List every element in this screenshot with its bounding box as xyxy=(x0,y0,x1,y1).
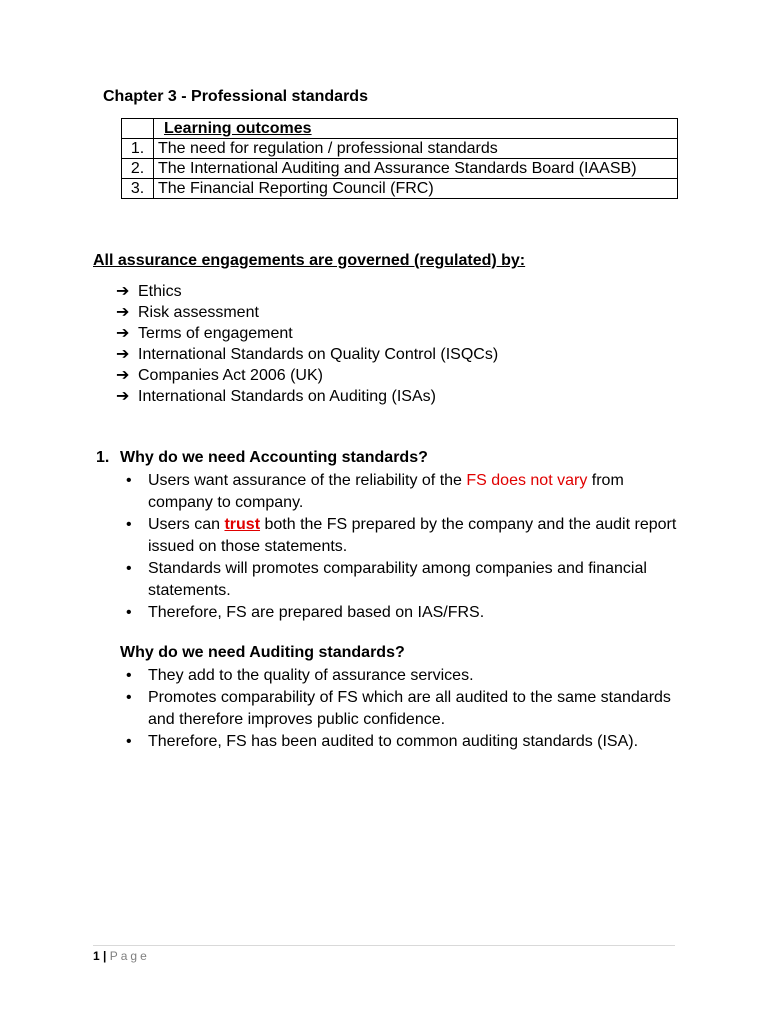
row-text: The need for regulation / professional standards xyxy=(154,139,678,159)
bullet-text-post: both the FS prepared by the company and the audit report issued on those statements. xyxy=(148,516,677,555)
bullet-icon: • xyxy=(126,733,132,750)
chapter-title: Chapter 3 - Professional standards xyxy=(103,88,368,105)
arrow-icon: ➔ xyxy=(116,346,130,363)
list-item-text: International Standards on Auditing (ISAs) xyxy=(138,388,436,405)
bullet-text-post: from company to company. xyxy=(148,472,624,511)
list-item xyxy=(116,302,498,323)
list-item xyxy=(120,470,680,514)
page-number: 1 xyxy=(93,949,100,963)
bullet-text: They add to the quality of assurance services. xyxy=(148,667,474,684)
list-item-text: Terms of engagement xyxy=(138,325,293,342)
auditing-question: Why do we need Auditing standards? xyxy=(120,644,405,661)
bullet-text: Therefore, FS are prepared based on IAS/FRS. xyxy=(148,604,485,621)
bullet-icon: • xyxy=(126,604,132,621)
list-item-text: Risk assessment xyxy=(138,304,259,321)
footer-separator: | xyxy=(103,949,107,963)
list-item xyxy=(120,602,680,624)
accounting-question-text: Why do we need Accounting standards? xyxy=(120,449,428,466)
bullet-icon: • xyxy=(126,472,132,489)
bullet-text-pre: Users want assurance of the reliability of the xyxy=(148,472,467,489)
arrow-icon: ➔ xyxy=(116,367,130,384)
row-number: 1. xyxy=(122,139,154,159)
learning-outcomes-header: Learning outcomes xyxy=(154,119,678,139)
bullet-icon: • xyxy=(126,560,132,577)
list-item xyxy=(120,687,680,731)
list-item-text: Companies Act 2006 (UK) xyxy=(138,367,323,384)
list-item-text: Ethics xyxy=(138,283,182,300)
row-number: 3. xyxy=(122,179,154,199)
bullet-icon: • xyxy=(126,689,132,706)
governed-heading: All assurance engagements are governed (regulated) by: xyxy=(93,252,526,269)
arrow-icon: ➔ xyxy=(116,325,130,342)
list-item xyxy=(116,365,498,386)
footer-divider xyxy=(93,945,675,946)
bullet-text: Promotes comparability of FS which are all audited to the same standards and therefore improves public confidence. xyxy=(148,689,671,728)
bullet-text-pre: Users can xyxy=(148,516,225,533)
auditing-bullets xyxy=(120,665,680,753)
row-text: The International Auditing and Assurance Standards Board (IAASB) xyxy=(154,159,678,179)
list-item xyxy=(116,344,498,365)
bullet-icon: • xyxy=(126,516,132,533)
learning-outcomes-table xyxy=(121,118,678,199)
list-item xyxy=(120,731,680,753)
list-item xyxy=(120,558,680,602)
list-item xyxy=(116,323,498,344)
accounting-question xyxy=(96,448,428,468)
question-number: 1. xyxy=(96,449,110,466)
page-footer xyxy=(93,948,150,964)
row-number: 2. xyxy=(122,159,154,179)
table-row xyxy=(122,139,678,159)
highlight-text: FS does not vary xyxy=(466,472,588,489)
page-label: Page xyxy=(109,949,150,963)
arrow-icon: ➔ xyxy=(116,283,130,300)
arrow-icon: ➔ xyxy=(116,388,130,405)
arrow-icon: ➔ xyxy=(116,304,130,321)
accounting-bullets xyxy=(120,470,680,624)
table-row xyxy=(122,159,678,179)
list-item-text: International Standards on Quality Control (ISQCs) xyxy=(138,346,499,363)
list-item xyxy=(120,514,680,558)
table-header-row xyxy=(122,119,678,139)
row-text: The Financial Reporting Council (FRC) xyxy=(154,179,678,199)
governed-list xyxy=(116,281,498,407)
table-row xyxy=(122,179,678,199)
bullet-icon: • xyxy=(126,667,132,684)
bullet-text: Therefore, FS has been audited to common auditing standards (ISA). xyxy=(148,733,639,750)
bullet-text: Standards will promotes comparability among companies and financial statements. xyxy=(148,560,647,599)
list-item xyxy=(116,386,498,407)
emphasis-trust: trust xyxy=(224,516,261,533)
list-item xyxy=(116,281,498,302)
list-item xyxy=(120,665,680,687)
table-header-number-cell xyxy=(122,119,154,139)
